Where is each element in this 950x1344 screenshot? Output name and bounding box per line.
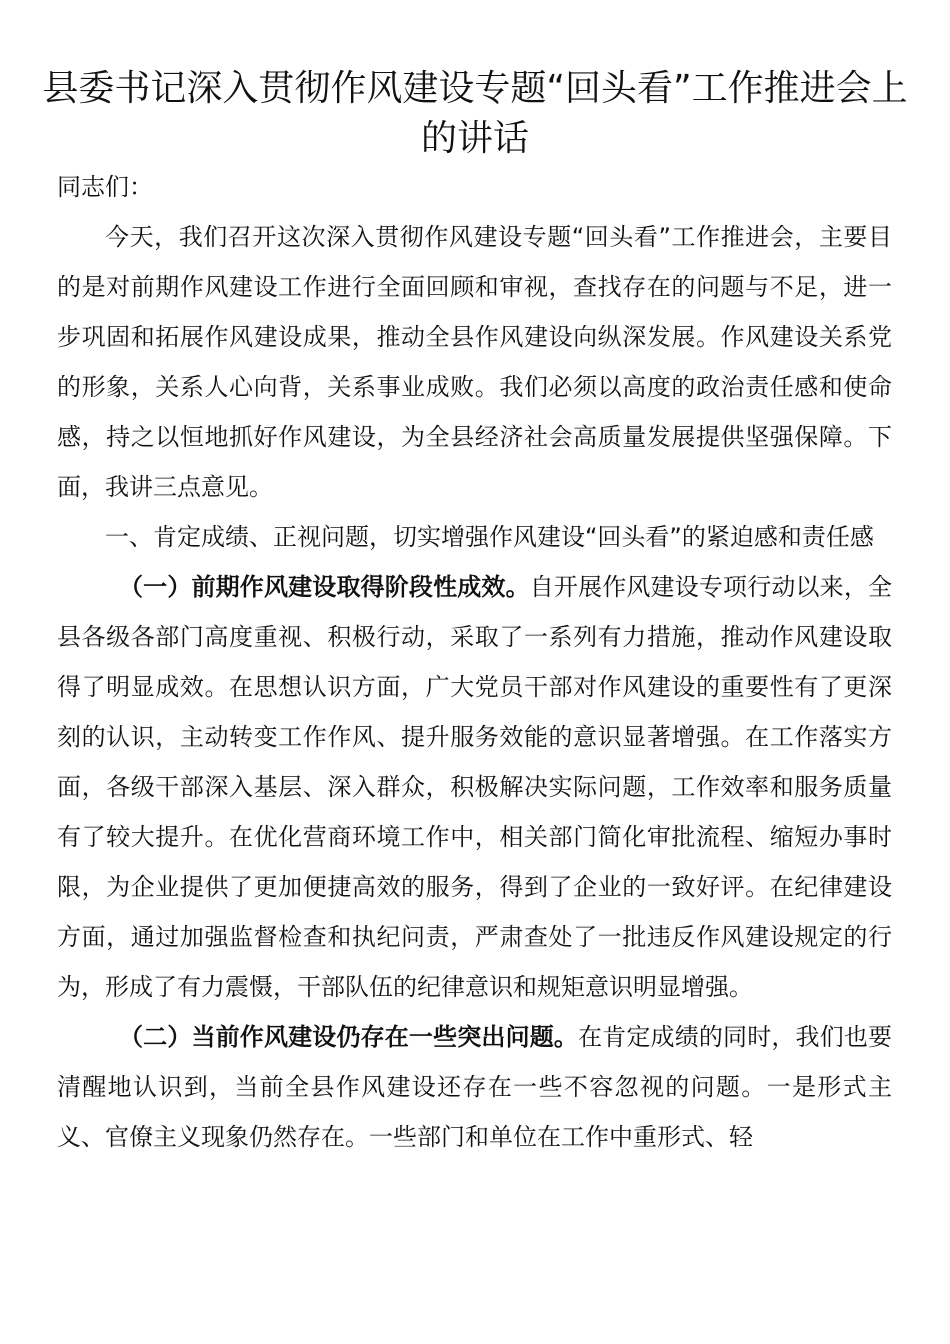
subsection-2-paragraph	[57, 1012, 892, 1162]
section-heading: 一、肯定成绩、正视问题，切实增强作风建设“回头看”的紧迫感和责任感	[105, 523, 874, 551]
subsection-1-text: 自开展作风建设专项行动以来，全县各级各部门高度重视、积极行动，采取了一系列有力措施，推动作风建设取得了明显成效。在思想认识方面，广大党员干部对作风建设的重要性有了更深刻的认识，主动转变工作作风、提升服务效能的意识显著增强。在工作落实方面，各级干部深入基层、深入群众，积极解决实际问题，工作效率和服务质量有了较大提升。在优化营商环境工作中，相关部门简化审批流程、缩短办事时限，为企业提供了更加便捷高效的服务，得到了企业的一致好评。在纪律建设方面，通过加强监督检查和执纪问责，严肃查处了一批违反作风建设规定的行为，形成了有力震慑，干部队伍的纪律意识和规矩意识明显增强。	[57, 573, 893, 1001]
subsection-1-paragraph	[57, 562, 892, 1012]
subsection-1-heading: （一）前期作风建设取得阶段性成效。	[119, 573, 530, 601]
intro-paragraph: 今天，我们召开这次深入贯彻作风建设专题“回头看”工作推进会，主要目的是对前期作风建设工作进行全面回顾和审视，查找存在的问题与不足，进一步巩固和拓展作风建设成果，推动全县作风建设向纵深发展。作风建设关系党的形象，关系人心向背，关系事业成败。我们必须以高度的政治责任感和使命感，持之以恒地抓好作风建设，为全县经济社会高质量发展提供坚强保障。下面，我讲三点意见。	[57, 223, 892, 501]
subsection-2-text: 在肯定成绩的同时，我们也要清醒地认识到，当前全县作风建设还存在一些不容忽视的问题。一是形式主义、官僚主义现象仍然存在。一些部门和单位在工作中重形式、轻	[57, 1023, 893, 1151]
document-body	[57, 162, 892, 1162]
document-title: 县委书记深入贯彻作风建设专题“回头看”工作推进会上的讲话	[42, 68, 908, 159]
subsection-2-heading: （二）当前作风建设仍存在一些突出问题。	[119, 1023, 579, 1051]
salutation: 同志们：	[57, 173, 153, 201]
